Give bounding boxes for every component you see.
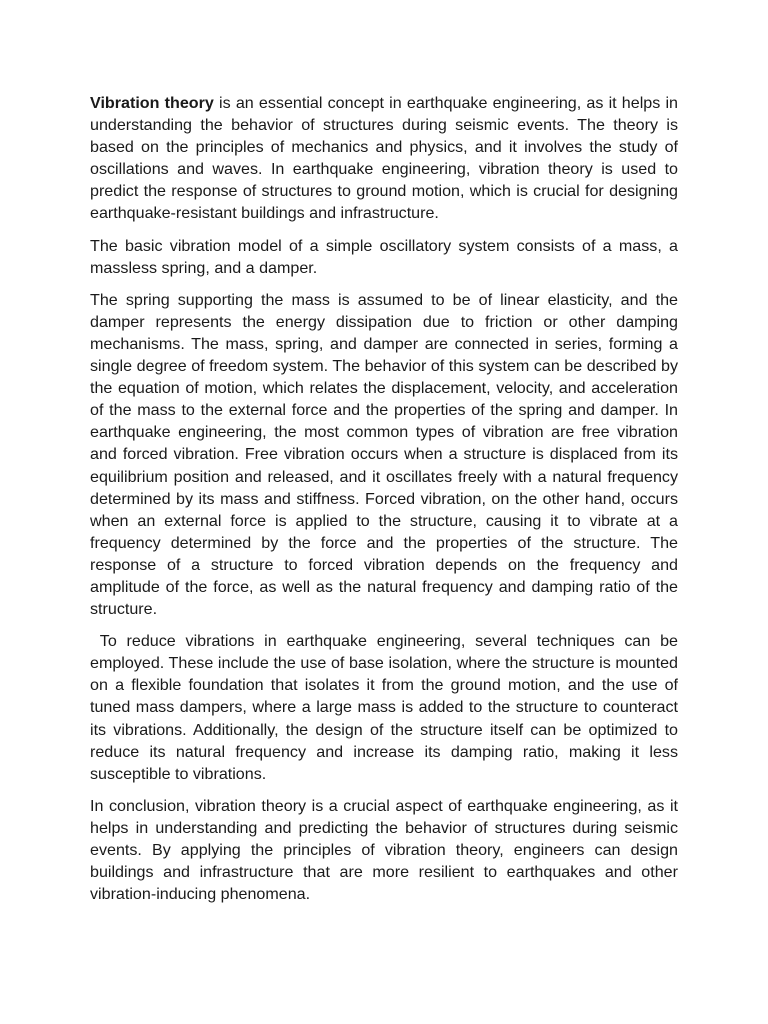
paragraph-text: To reduce vibrations in earthquake engineering, several techniques can be employed. These include the use of base isolation, where the structure is mounted on a flexible foundation that isolates it from the ground motion, and the use of tuned mass dampers, where a large mass is added to the structure to counteract its vibrations. Additionally, the design of the structure itself can be optimized to reduce its natural frequency and increase its damping ratio, making it less susceptible to vibrations. — [90, 632, 678, 783]
paragraph-intro — [90, 92, 678, 225]
document-page — [90, 92, 678, 915]
paragraph-basic-model: The basic vibration model of a simple oscillatory system consists of a mass, a massless spring, and a damper. — [90, 236, 678, 277]
paragraph-reduction-techniques — [90, 630, 678, 785]
paragraph-lead-term: Vibration theory — [90, 94, 214, 112]
paragraph-conclusion: In conclusion, vibration theory is a crucial aspect of earthquake engineering, as it helps in understanding and predicting the behavior of structures during seismic events. By applying the principles of vibration theory, engineers can design buildings and infrastructure that are more resilient to earthquakes and other vibration-inducing phenomena. — [90, 796, 678, 904]
paragraph-spring-damper: The spring supporting the mass is assumed to be of linear elasticity, and the damper represents the energy dissipation due to friction or other damping mechanisms. The mass, spring, and damper are connected in series, forming a single degree of freedom system. The behavior of this system can be described by the equation of motion, which relates the displacement, velocity, and acceleration of the mass to the external force and the properties of the spring and damper. In earthquake engineering, the most common types of vibration are free vibration and forced vibration. Free vibration occurs when a structure is displaced from its equilibrium position and released, and it oscillates freely with a natural frequency determined by its mass and stiffness. Forced vibration, on the other hand, occurs when an external force is applied to the structure, causing it to vibrate at a frequency determined by the force and the properties of the structure. The response of a structure to forced vibration depends on the frequency and amplitude of the force, as well as the natural frequency and damping ratio of the structure. — [90, 290, 678, 619]
paragraph-text: is an essential concept in earthquake engineering, as it helps in understanding the behavior of structures during seismic events. The theory is based on the principles of mechanics and physics, and it involves the study of oscillations and waves. In earthquake engineering, vibration theory is used to predict the response of structures to ground motion, which is crucial for designing earthquake-resistant buildings and infrastructure. — [90, 94, 678, 223]
